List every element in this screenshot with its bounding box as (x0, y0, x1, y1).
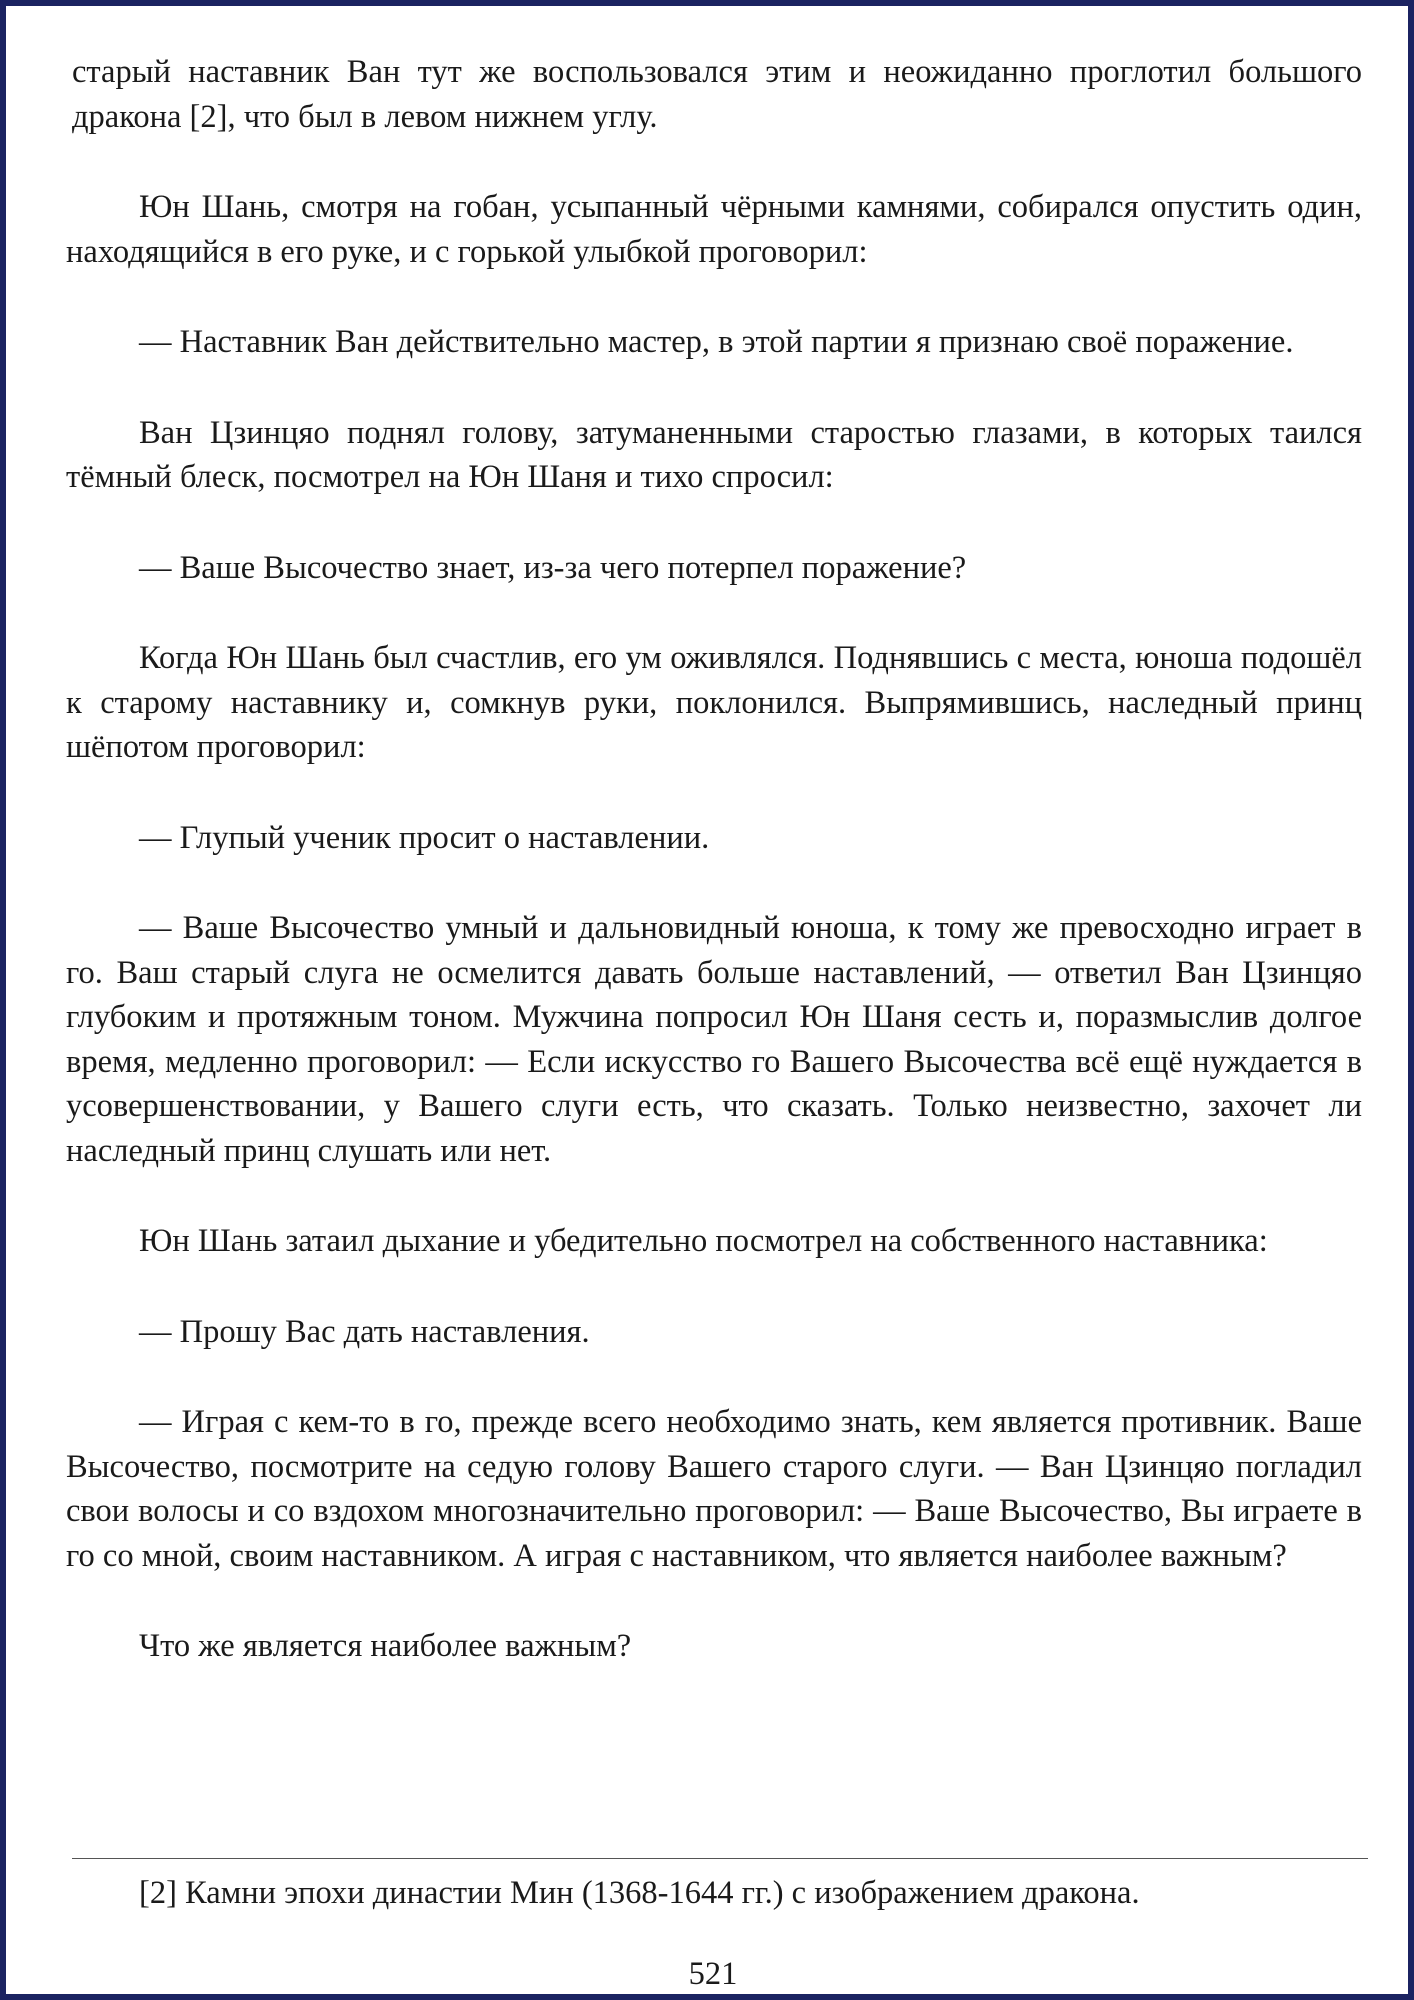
paragraph-10: — Прошу Вас дать наставления. (139, 1313, 590, 1350)
paragraph-6: Когда Юн Шань был счастлив, его ум оживлялся. Поднявшись с места, юноша подошёл к старому наставнику и, сомкнув руки, поклонился. Выпрямившись, наследный принц шёпотом проговорил: (66, 640, 1362, 765)
paragraph-1: старый наставник Ван тут же воспользовался этим и неожиданно проглотил большого дракона [2], что был в левом нижнем углу. (72, 54, 1362, 135)
paragraph-9: Юн Шань затаил дыхание и убедительно посмотрел на собственного наставника: (139, 1223, 1268, 1259)
paragraph-3: — Наставник Ван действительно мастер, в этой партии я признаю своё поражение. (139, 324, 1294, 360)
page-number: 521 (688, 1956, 738, 1992)
paragraph-5: — Ваше Высочество знает, из-за чего потерпел поражение? (139, 549, 967, 586)
body-text (66, 50, 1362, 1715)
footnote: [2] Камни эпохи династии Мин (1368-1644 гг.) с изображением дракона. (139, 1875, 1140, 1911)
paragraph-11: — Играя с кем-то в го, прежде всего необходимо знать, кем является противник. Ваше Высочество, посмотрите на седую голову Вашего старого слуги. — Ван Цзинцяо погладил свои волосы и со вздохом многозначительно проговорил: — Ваше Высочество, Вы играете в го со мной, своим наставником. А играя с наставником, что является наиболее важным? (66, 1404, 1362, 1574)
paragraph-12: Что же является наиболее важным? (139, 1628, 632, 1664)
paragraph-4: Ван Цзинцяо поднял голову, затуманенными старостью глазами, в которых таился тёмный блеск, посмотрел на Юн Шаня и тихо спросил: (66, 414, 1362, 495)
paragraph-8: — Ваше Высочество умный и дальновидный юноша, к тому же превосходно играет в го. Ваш старый слуга не осмелится давать больше наставлений, — ответил Ван Цзинцяо глубоким и протяжным тоном. Мужчина попросил Юн Шаня сесть и, поразмыслив долгое время, медленно проговорил: — Если искусство го Вашего Высочества всё ещё нуждается в усовершенствовании, у Вашего слуги есть, что сказать. Только неизвестно, захочет ли наследный принц слушать или нет. (66, 910, 1362, 1169)
paragraph-7: — Глупый ученик просит о наставлении. (139, 819, 710, 856)
footnote-divider (72, 1858, 1368, 1859)
paragraph-2: Юн Шань, смотря на гобан, усыпанный чёрными камнями, собирался опустить один, находящийся в его руке, и с горькой улыбкой проговорил: (66, 189, 1362, 270)
